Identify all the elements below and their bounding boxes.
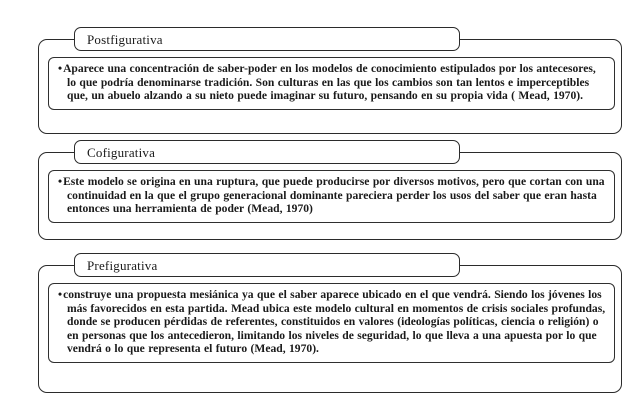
section-title-tab — [74, 140, 460, 164]
bullet-marker: • — [58, 175, 63, 188]
section-title: Prefigurativa — [87, 258, 158, 273]
section-outer-box — [38, 265, 622, 393]
section-body-box — [48, 170, 615, 223]
section-title: Cofigurativa — [87, 145, 156, 160]
section-title-tab — [74, 27, 460, 51]
section-outer-box — [38, 39, 622, 134]
section-postfigurativa — [38, 27, 622, 134]
body-text-content: construye una propuesta mesiánica ya que el saber aparece ubicado en el que vendrá. Siendo los jóvenes los más favorecidos en esta partida. Mead ubica este modelo cultural en momentos de crisis sociales profundas, donde se producen pérdidas de referentes, constituidos en valores (ideologías políticas, ciencia o religión) o en personas que los antecedieron, limitando los niveles de seguridad, lo que lleva a una apuesta por lo que vendrá o lo que representa el futuro (Mead, 1970). — [63, 288, 606, 356]
section-title: Postfigurativa — [87, 32, 163, 47]
section-cofigurativa — [38, 140, 622, 240]
section-title-tab — [74, 253, 460, 277]
body-text-content: Este modelo se origina en una ruptura, que puede producirse por diversos motivos, pero que cortan con una continuidad en la que el grupo generacional dominante pareciera perder los usos del saber que eran hasta entonces una herramienta de poder (Mead, 1970) — [63, 175, 605, 216]
bullet-marker: • — [58, 62, 63, 75]
section-outer-box — [38, 152, 622, 240]
section-body-box — [48, 57, 615, 110]
section-body-text — [58, 62, 606, 103]
section-body-text — [58, 288, 606, 356]
section-prefigurativa — [38, 253, 622, 393]
section-body-box — [48, 283, 615, 363]
bullet-marker: • — [58, 288, 63, 301]
section-body-text — [58, 175, 606, 216]
body-text-content: Aparece una concentración de saber-poder en los modelos de conocimiento estipulados por los antecesores, lo que podría denominarse tradición. Son culturas en las que los cambios son tan lentos e imperceptibles que, un abuelo alzando a su nieto puede imaginar su futuro, pensando en su propia vida ( Mead, 1970). — [63, 62, 596, 103]
